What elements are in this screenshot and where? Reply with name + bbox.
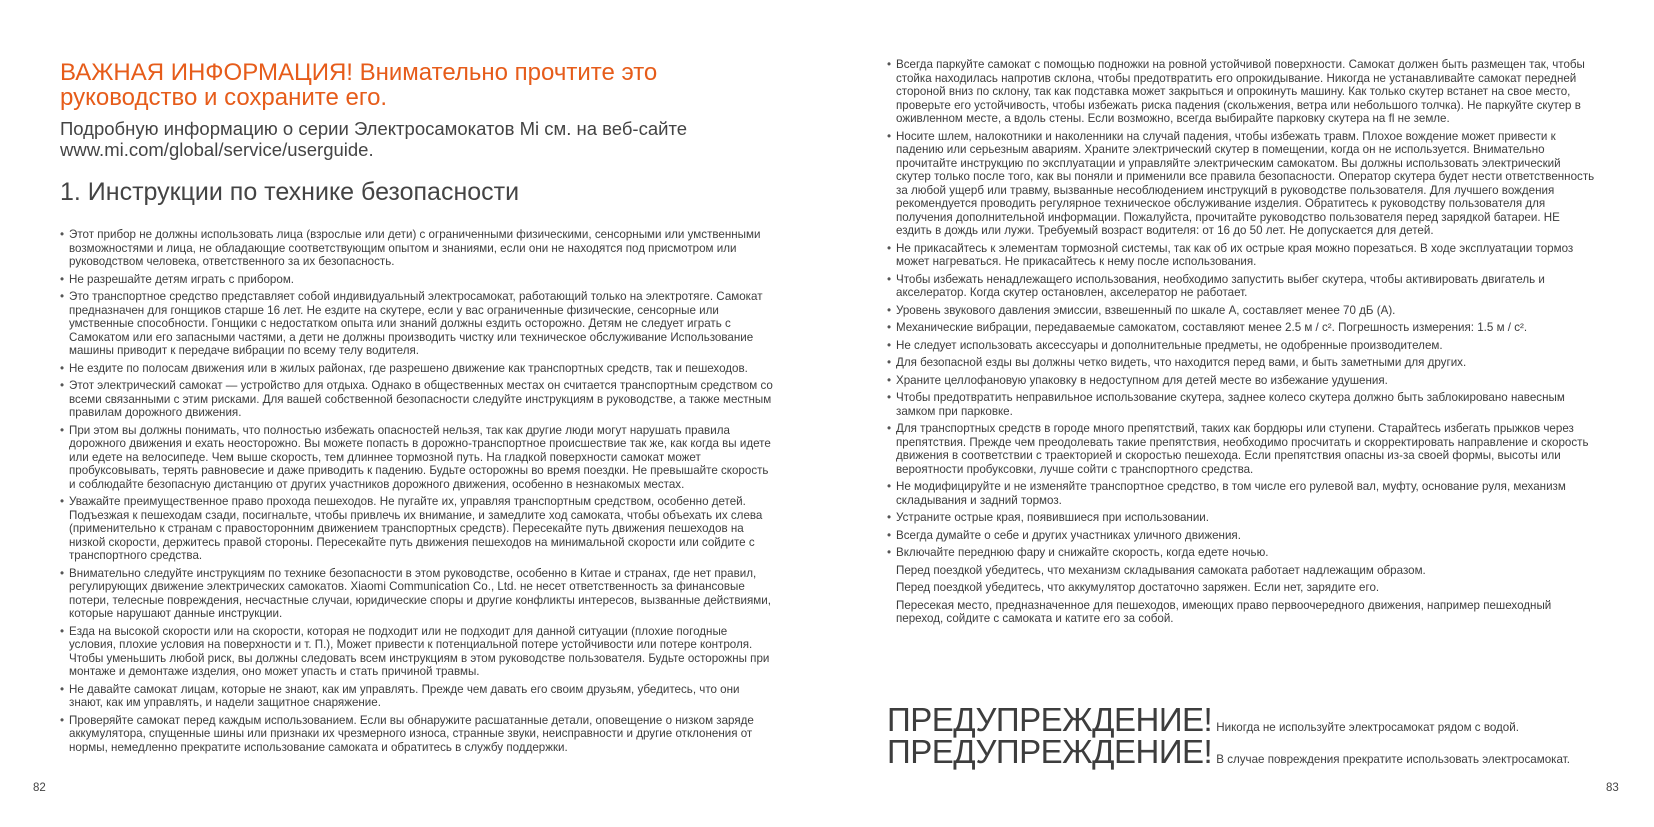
list-item: • Не разрешайте детям играть с прибором.	[60, 273, 775, 287]
list-item: • Для безопасной езды вы должны четко видеть, что находится перед вами, и быть заметными для других.	[887, 356, 1597, 370]
list-item: • Чтобы избежать ненадлежащего использования, необходимо запустить выбег скутера, чтобы активировать двигатель и акселератор. Когда скутер остановлен, акселератор не работает.	[887, 273, 1597, 300]
list-item: • Уровень звукового давления эмиссии, взвешенный по шкале А, составляет менее 70 дБ (A).	[887, 304, 1597, 318]
list-item: • При этом вы должны понимать, что полностью избежать опасностей нельзя, так как другие люди могут нарушать правила дорожного движения и ехать неосторожно. Вы можете попасть в дорожно-транспортное происшествие так же, как когда вы идете или едете на велосипеде. Чем выше скорость, тем длиннее тормозной путь. На гладкой поверхности самокат может пробуксовывать, терять равновесие и даже приводить к падению. Будьте осторожны во время поездки. Не превышайте скорость и соблюдайте безопасную дистанцию от других участников дорожного движения, особенно в незнакомых местах.	[60, 424, 775, 492]
list-item: • Всегда паркуйте самокат с помощью подножки на ровной устойчивой поверхности. Самокат должен быть размещен так, чтобы стойка находилась напротив склона, чтобы предотвратить его опрокидывание. Никогда не устанавливайте самокат передней стороной вниз по склону, так как подставка может закрыться и опрокинуть машину. Как только скутер встанет на свое место, проверьте его устойчивость, чтобы избежать риска падения (скольжения, ветра или небольшого толчка). Не паркуйте скутер в оживленном месте, а вдоль стены. Если возможно, всегда выбирайте парковку скутера на fl не земле.	[887, 58, 1597, 126]
warning-label: ПРЕДУПРЕЖДЕНИЕ!	[887, 733, 1213, 770]
important-info-headline: ВАЖНАЯ ИНФОРМАЦИЯ! Внимательно прочтите это руководство и сохраните его.	[60, 59, 658, 111]
list-item: • Внимательно следуйте инструкциям по технике безопасности в этом руководстве, особенно в Китае и странах, где нет правил, регулирующих движение электрических самокатов. Xiaomi Communication Co., Ltd. не несет ответственность за финансовые потери, телесные повреждения, несчастные случаи, юридические споры и другие конфликты интересов, вызванные действиями, которые нарушают данные инструкции.	[60, 567, 775, 621]
list-item: • Этот электрический самокат — устройство для отдыха. Однако в общественных местах он считается транспортным средством со всеми связанными с этим рисками. Для вашей собственной безопасности следуйте инструкциям в руководстве, а также местным правилам дорожного движения.	[60, 379, 775, 420]
list-item: • Уважайте преимущественное право прохода пешеходов. Не пугайте их, управляя транспортным средством, особенно детей. Подъезжая к пешеходам сзади, посигнальте, чтобы привлечь их внимание, и замедлите ход самоката, чтобы объехать их слева (применительно к странам с правосторонним движением транспортных средств). Пересекайте путь движения пешеходов на низкой скорости, держитесь правой стороны. Пересекайте путь движения пешеходов на минимальной скорости или сойдите с транспортного средства.	[60, 495, 775, 563]
list-item: • Носите шлем, налокотники и наколенники на случай падения, чтобы избежать травм. Плохое вождение может привести к падению или серьезным авариям. Храните электрический скутер в помещении, когда он не используется. Внимательно прочитайте инструкцию по эксплуатации и управляйте электрическим самокатом. Вы должны использовать электрический скутер только после того, как вы поняли и применили все правила безопасности. Оператор скутера будет нести ответственность за любой ущерб или травму, вызванные несоблюдением инструкций в руководстве пользователя. Для лучшего вождения рекомендуется проводить регулярное техническое обслуживание изделия. Обратитесь к руководству пользователя для получения дополнительной информации. Пожалуйста, прочитайте руководство пользователя перед зарядкой батареи. НЕ ездить в дождь или лужи. Требуемый возраст водителя: от 16 до 50 лет. Не допускается для детей.	[887, 130, 1597, 238]
pre-ride-paragraph: Перед поездкой убедитесь, что аккумулятор достаточно заряжен. Если нет, зарядите его.	[896, 581, 1380, 594]
list-item: • Этот прибор не должны использовать лица (взрослые или дети) с ограниченными физическими, сенсорными или умственными возможностями и лица, не обладающие соответствующим опытом и знаниями, если они не находятся под присмотром или руководством человека, ответственного за их безопасность.	[60, 228, 775, 269]
warning-label: ПРЕДУПРЕЖДЕНИЕ!	[887, 701, 1213, 738]
list-item: • Не следует использовать аксессуары и дополнительные предметы, не одобренные производителем.	[887, 339, 1597, 353]
pre-ride-paragraph: Перед поездкой убедитесь, что механизм складывания самоката работает надлежащим образом.	[896, 563, 1426, 577]
warning-text: В случае повреждения прекратите использовать электросамокат.	[1216, 753, 1570, 766]
crossing-paragraph: Пересекая место, предназначенное для пешеходов, имеющих право первоочередного движения, например пешеходный переход, сойдите с самоката и катите его за собой.	[896, 598, 1552, 625]
list-item: • Езда на высокой скорости или на скорости, которая не подходит или не подходит для данной ситуации (плохие погодные условия, плохие условия на поверхности и т. П.), Может привести к потенциальной потере устойчивости или потере контроля. Чтобы уменьшить любой риск, вы должны следовать всем инструкциям в этом руководстве пользователя. Будьте осторожны при монтаже и демонтаже изделия, оно может упасть и стать причиной травмы.	[60, 625, 775, 679]
list-item: • Не модифицируйте и не изменяйте транспортное средство, в том числе его рулевой вал, муфту, основание руля, механизм складывания и задний тормоз.	[887, 480, 1597, 507]
list-item: • Механические вибрации, передаваемые самокатом, составляют менее 2.5 м / с². Погрешность измерения: 1.5 м / с².	[887, 321, 1597, 335]
list-item: • Проверяйте самокат перед каждым использованием. Если вы обнаружите расшатанные детали, оповещение о низком заряде аккумулятора, спущенные шины или признаки их чрезмерного износа, странные звуки, неисправности и другие отклонения от нормы, немедленно прекратите использование самоката и обратитесь в службу поддержки.	[60, 714, 775, 755]
list-item: • Не прикасайтесь к элементам тормозной системы, так как об их острые края можно порезаться. В ходе эксплуатации тормоз может нагреваться. Не прикасайтесь к нему после использования.	[887, 242, 1597, 269]
list-item: • Устраните острые края, появившиеся при использовании.	[887, 511, 1597, 525]
warning-line	[887, 701, 1607, 738]
list-item: • Храните целлофановую упаковку в недоступном для детей месте во избежание удушения.	[887, 374, 1597, 388]
list-item: • Для транспортных средств в городе много препятствий, таких как бордюры или ступени. Старайтесь избегать прыжков через препятствия. Прежде чем преодолевать такие препятствия, необходимо просчитать и скорректировать направление и скорость движения в соответствии с траекторией и скоростью пешехода. Если препятствия опасны из-за своей формы, высоты или вероятности пробуксовки, лучше сойти с транспортного средства.	[887, 422, 1597, 476]
list-item: • Это транспортное средство представляет собой индивидуальный электросамокат, работающий только на электротяге. Самокат предназначен для гонщиков старше 16 лет. Не ездите на скутере, если у вас ограниченные физические, сенсорные или умственные способности. Гонщики с недостатком опыта или знаний должны ездить осторожно. Детям не следует играть с Самокатом или его запасными частями, а дети не должны производить чистку или техническое обслуживание Использование машины приводит к передаче вибрации по всему телу водителя.	[60, 290, 775, 358]
list-item: • Чтобы предотвратить неправильное использование скутера, заднее колесо скутера должно быть заблокировано навесным замком при парковке.	[887, 391, 1597, 418]
intro-text: Подробную информацию о серии Электросамокатов Mi см. на веб-сайте www.mi.com/global/service/userguide.	[60, 118, 688, 160]
page-number-right: 83	[1606, 782, 1619, 794]
right-page	[887, 58, 1597, 630]
list-item: • Включайте переднюю фару и снижайте скорость, когда едете ночью.	[887, 546, 1597, 560]
safety-list-left	[60, 228, 775, 754]
page-number-left: 82	[33, 782, 46, 794]
list-item: • Не давайте самокат лицам, которые не знают, как им управлять. Прежде чем давать его своим друзьям, убедитесь, что они знают, как им управлять, и надели защитное снаряжение.	[60, 683, 775, 710]
left-page	[60, 58, 775, 758]
warning-text: Никогда не используйте электросамокат рядом с водой.	[1216, 721, 1519, 734]
list-item: • Не ездите по полосам движения или в жилых районах, где разрешено движение как транспортных средств, так и пешеходов.	[60, 362, 775, 376]
warning-line	[887, 733, 1607, 770]
section-title: 1. Инструкции по технике безопасности	[60, 178, 520, 206]
list-item: • Всегда думайте о себе и других участниках уличного движения.	[887, 529, 1597, 543]
safety-list-right	[887, 58, 1597, 560]
warnings-block	[887, 701, 1607, 770]
